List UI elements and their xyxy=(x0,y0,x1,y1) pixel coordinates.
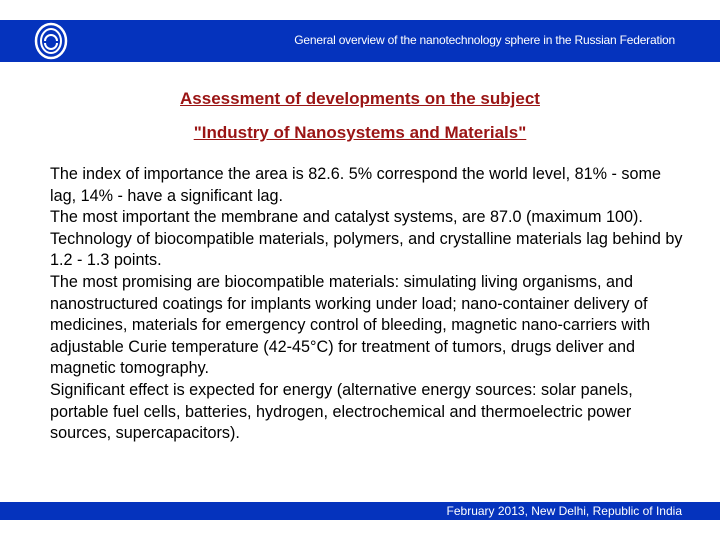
footer-band xyxy=(0,502,720,520)
paragraph: The most promising are biocompatible materials: simulating living organisms, and nanostructured coatings for implants working under load; nano-container delivery of medicines, materials for emergency control of bleeding, magnetic nano-carriers with adjustable Curie temperature (42-45°C) for treatment of tumors, drugs deliver and magnetic tomography. xyxy=(50,272,651,378)
slide-title-line1: Assessment of developments on the subject xyxy=(180,89,540,108)
paragraph: The most important the membrane and catalyst systems, are 87.0 (maximum 100). Technology of biocompatible materials, polymers, and crystalline materials lag behind by 1.2 - 1.3 points. xyxy=(50,208,683,270)
paragraph: Significant effect is expected for energy (alternative energy sources: solar panels, portable fuel cells, batteries, hydrogen, electrochemical and thermoelectric power sources, supercapacitors). xyxy=(50,380,633,443)
header-band xyxy=(0,20,720,62)
paragraph: The index of importance the area is 82.6. 5% correspond the world level, 81% - some lag, 14% - have a significant lag. xyxy=(50,165,661,205)
header-title: General overview of the nanotechnology sphere in the Russian Federation xyxy=(294,33,675,47)
slide-body xyxy=(50,164,690,445)
footer-text: February 2013, New Delhi, Republic of India xyxy=(446,504,682,518)
slide-title-line2: "Industry of Nanosystems and Materials" xyxy=(193,123,527,142)
spiral-logo-icon xyxy=(32,22,70,60)
